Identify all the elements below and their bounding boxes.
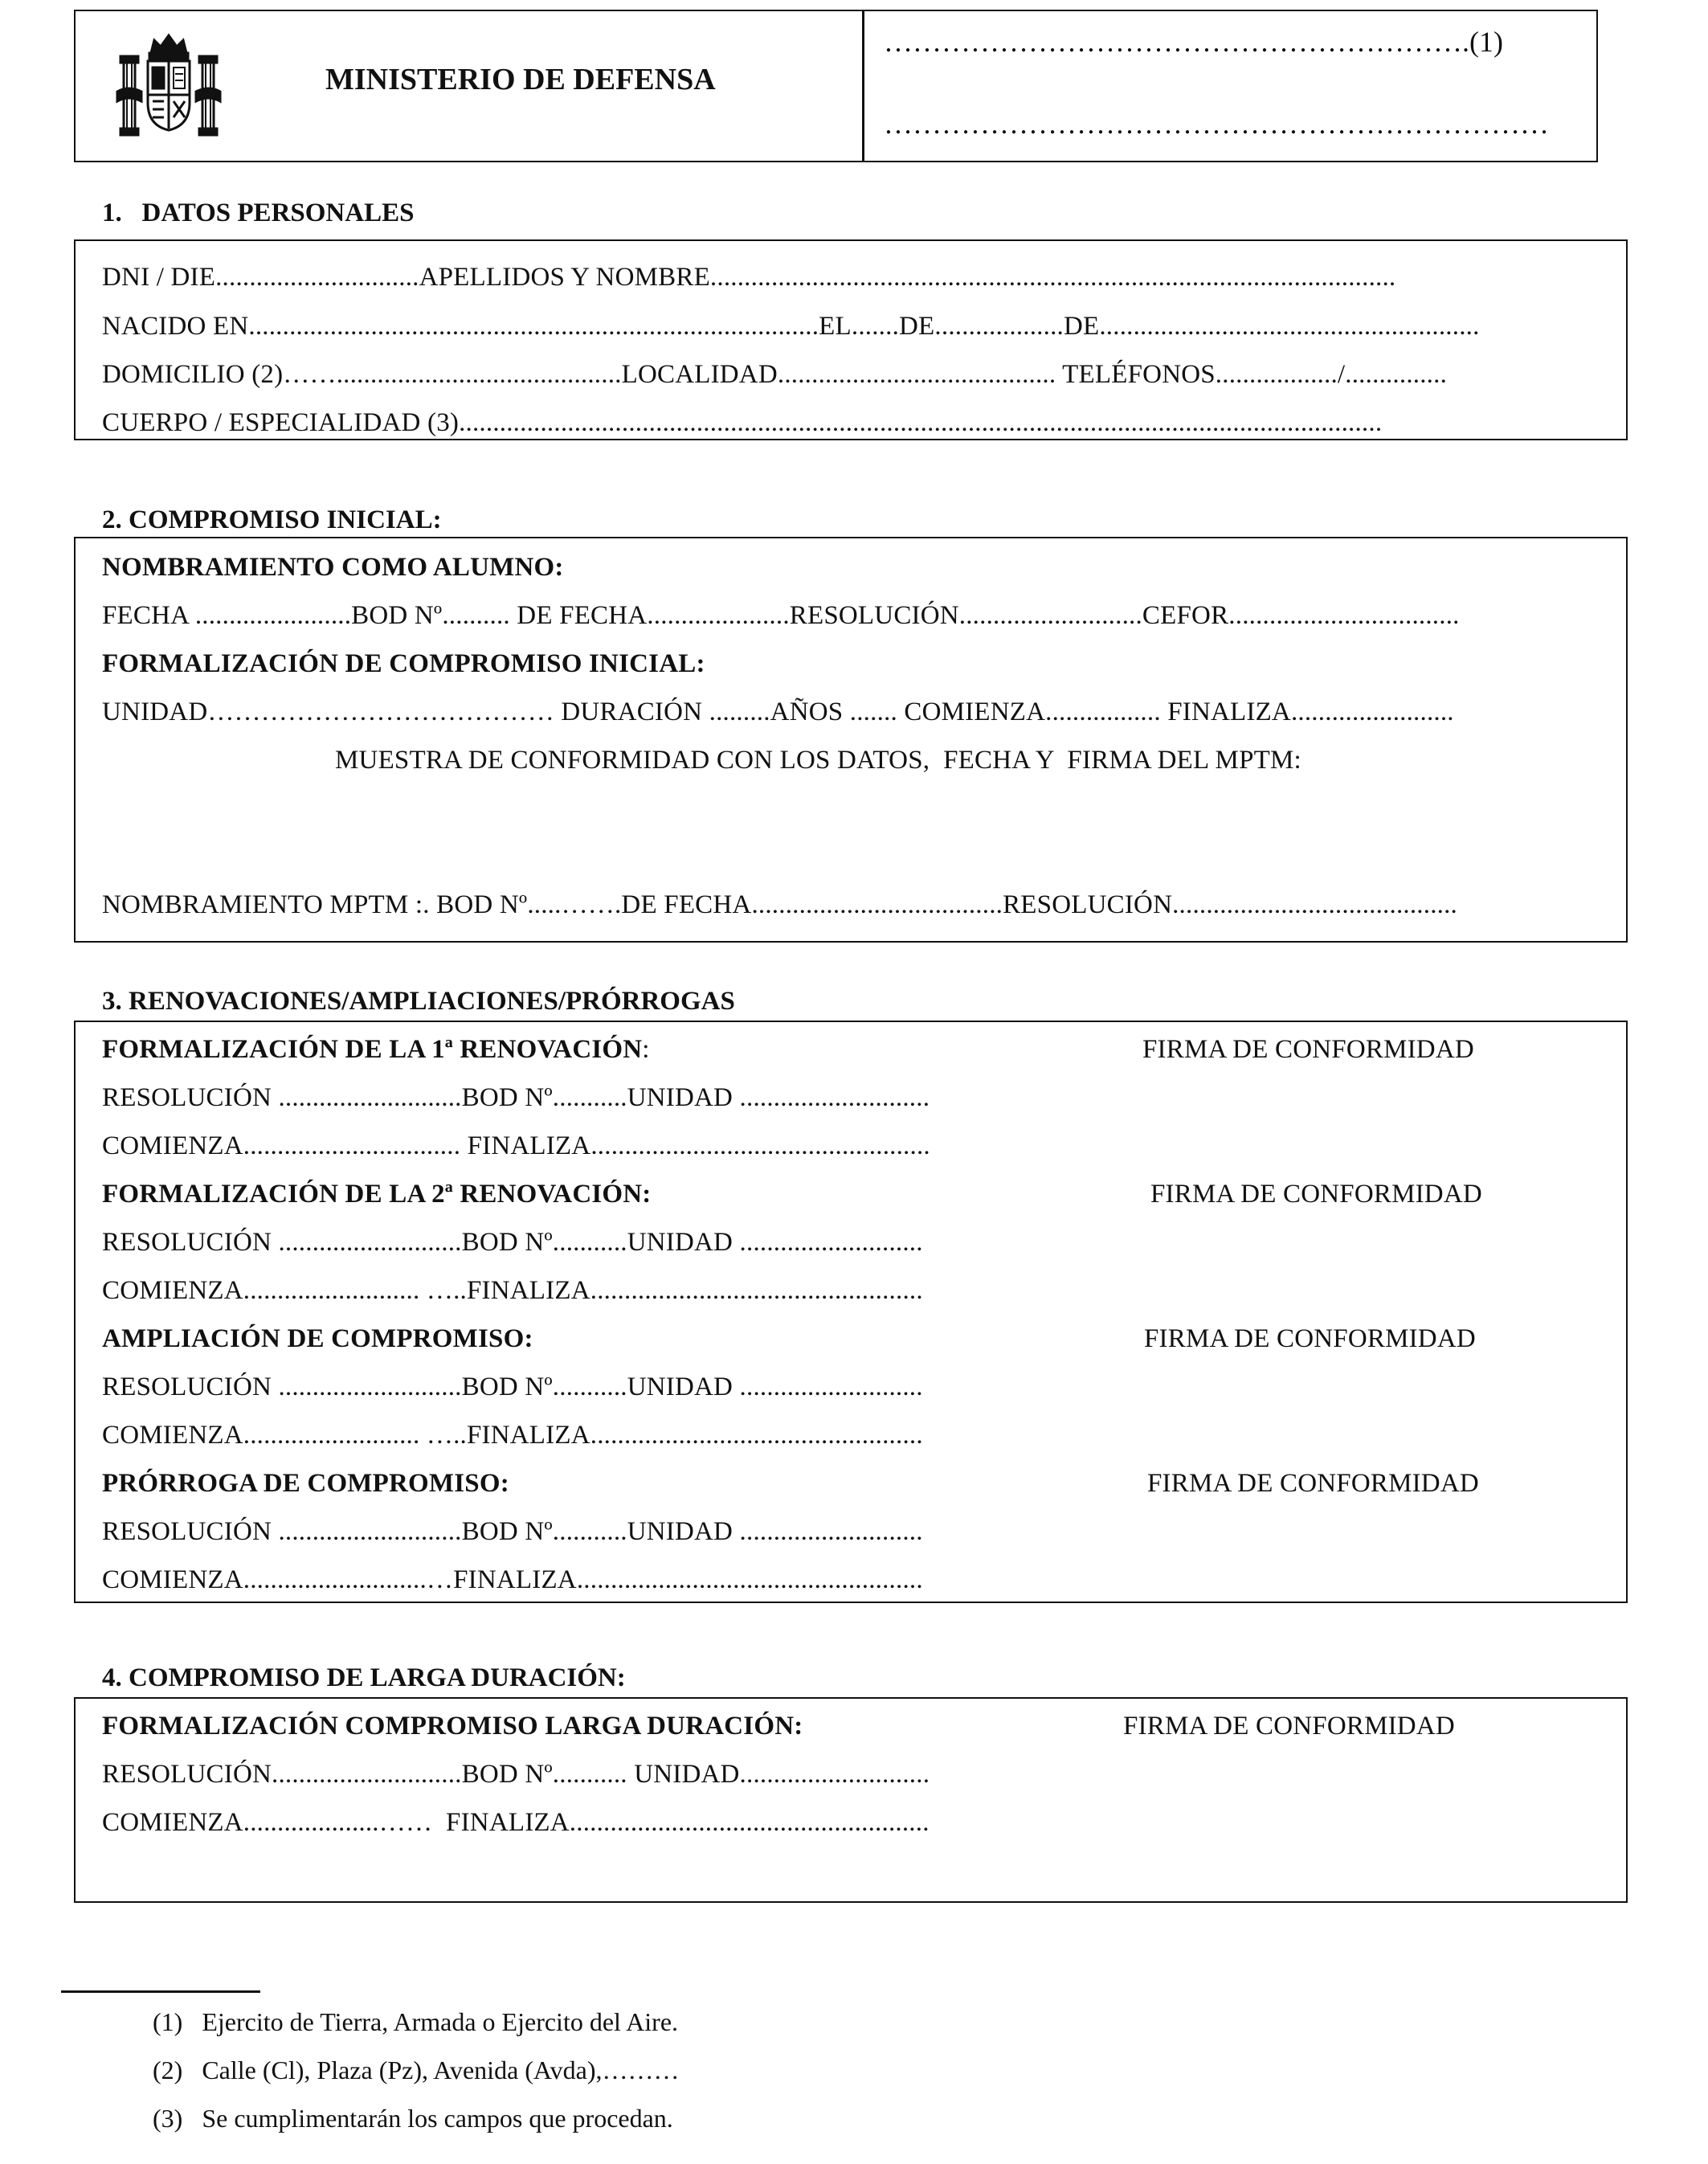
section1-title: 1. DATOS PERSONALES [102,198,415,227]
initial-commitment-heading: FORMALIZACIÓN DE COMPROMISO INICIAL: [102,649,705,678]
header-second-field[interactable]: …………………………………………………………… [884,108,1549,140]
coat-of-arms-icon [112,29,225,141]
extension-heading: AMPLIACIÓN DE COMPROMISO: [102,1324,533,1353]
renewal1-dates-field[interactable]: COMIENZA................................ FINALIZA.................................................. [102,1131,930,1160]
extension-signature-label: FIRMA DE CONFORMIDAD [1144,1324,1476,1353]
renewal1-heading-suffix: : [642,1035,650,1064]
prorogation-signature-label: FIRMA DE CONFORMIDAD [1147,1469,1479,1498]
footnote-1: (1) Ejercito de Tierra, Armada o Ejercito del Aire. [153,2007,679,2036]
mptm-appointment-field[interactable]: NOMBRAMIENTO MPTM :. BOD Nº.....…….DE FECHA.....................................RESOLUCIÓN.......................................... [102,890,1458,919]
renewal2-resolution-field[interactable]: RESOLUCIÓN ...........................BOD Nº...........UNIDAD ........................... [102,1228,923,1257]
prorogation-heading: PRÓRROGA DE COMPROMISO: [102,1469,509,1498]
long-commitment-heading: FORMALIZACIÓN COMPROMISO LARGA DURACIÓN: [102,1712,803,1741]
renewal2-signature-label: FIRMA DE CONFORMIDAD [1150,1180,1482,1209]
footnote-separator [61,1990,260,1993]
renewal1-signature-label: FIRMA DE CONFORMIDAD [1142,1035,1474,1064]
address-field[interactable]: DOMICILIO (2)……..........................................LOCALIDAD......................................... TELÉFONOS................../............... [102,360,1448,389]
renewal1-resolution-field[interactable]: RESOLUCIÓN ...........................BOD Nº...........UNIDAD ............................ [102,1083,930,1112]
extension-resolution-field[interactable]: RESOLUCIÓN ...........................BOD Nº...........UNIDAD ........................... [102,1372,923,1401]
footnote-2: (2) Calle (Cl), Plaza (Pz), Avenida (Avda),……… [153,2056,680,2084]
birth-field[interactable]: NACIDO EN....................................................................................EL.......DE...................DE........................................................ [102,312,1480,341]
long-commitment-resolution-field[interactable]: RESOLUCIÓN............................BOD Nº........... UNIDAD............................ [102,1760,930,1789]
section4-title: 4. COMPROMISO DE LARGA DURACIÓN: [102,1663,626,1692]
ministry-title: MINISTERIO DE DEFENSA [325,63,716,96]
appointment-student-field[interactable]: FECHA .......................BOD Nº.......... DE FECHA.....................RESOLUCIÓN...........................CEFOR.................................. [102,601,1460,630]
renewal1-heading-text: FORMALIZACIÓN DE LA 1ª RENOVACIÓN [102,1035,643,1064]
section3-title: 3. RENOVACIONES/AMPLIACIONES/PRÓRROGAS [102,987,735,1016]
initial-commitment-field[interactable]: UNIDAD………………………………… DURACIÓN .........AÑOS ....... COMIENZA................. FINALIZA........................ [102,697,1454,726]
section2-box [74,537,1628,943]
footnote-3: (3) Se cumplimentarán los campos que procedan. [153,2104,673,2133]
dni-name-field[interactable]: DNI / DIE..............................APELLIDOS Y NOMBRE..................................................................................................... [102,263,1396,292]
prorogation-dates-field[interactable]: COMIENZA...........................…FINALIZA................................................... [102,1565,923,1594]
conformity-signature-label: MUESTRA DE CONFORMIDAD CON LOS DATOS, FECHA Y FIRMA DEL MPTM: [335,746,1301,775]
long-commitment-dates-field[interactable]: COMIENZA....................…… FINALIZA..................................................... [102,1808,930,1837]
renewal1-heading [102,1033,650,1066]
long-commitment-signature-label: FIRMA DE CONFORMIDAD [1123,1712,1455,1741]
renewal2-dates-field[interactable]: COMIENZA.......................... …..FINALIZA................................................. [102,1276,923,1305]
section2-title: 2. COMPROMISO INICIAL: [102,505,442,534]
header-divider [862,10,864,162]
prorogation-resolution-field[interactable]: RESOLUCIÓN ...........................BOD Nº...........UNIDAD ........................... [102,1517,923,1546]
renewal2-heading: FORMALIZACIÓN DE LA 2ª RENOVACIÓN: [102,1180,652,1209]
extension-dates-field[interactable]: COMIENZA.......................... …..FINALIZA................................................. [102,1421,923,1450]
appointment-student-heading: NOMBRAMIENTO COMO ALUMNO: [102,553,564,582]
corps-field[interactable]: CUERPO / ESPECIALIDAD (3)........................................................................................................................................ [102,408,1383,437]
army-branch-field[interactable]: …………………………………………………….(1) [884,26,1503,58]
